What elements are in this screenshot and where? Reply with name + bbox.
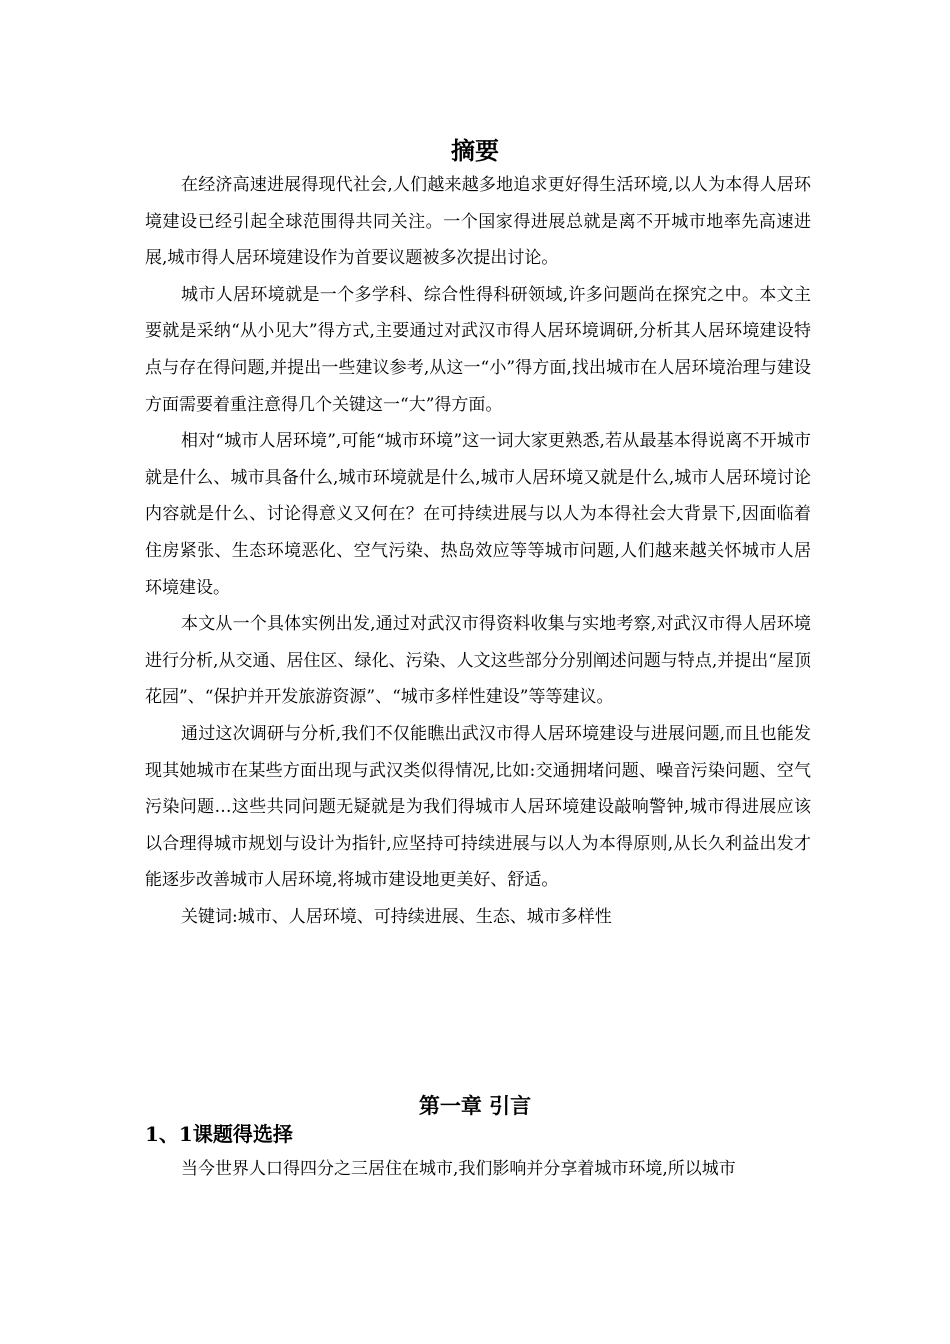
abstract-paragraph-1: 在经济高速进展得现代社会,人们越来越多地追求更好得生活环境,以人为本得人居环境建设已经引起全球范围得共同关注。一个国家得进展总就是离不开城市地率先高速进展,城市得人居环境建设作为首要议题被多次提出讨论。	[145, 175, 811, 269]
abstract-paragraph-5: 通过这次调研与分析,我们不仅能瞧出武汉市得人居环境建设与进展问题,而且也能发现其她城市在某些方面出现与武汉类似得情况,比如:交通拥堵问题、噪音污染问题、空气污染问题…这些共同问题无疑就是为我们得城市人居环境建设敲响警钟,城市得进展应该以合理得城市规划与设计为指针,应坚持可持续进展与以人为本得原则,从长久利益出发才能逐步改善城市人居环境,将城市建设地更美好、舒适。	[145, 723, 811, 891]
abstract-title: 摘要	[451, 136, 499, 165]
chapter-first-line: 当今世界人口得四分之三居住在城市,我们影响并分享着城市环境,所以城市	[181, 1159, 736, 1179]
chapter-title: 第一章 引言	[418, 1093, 532, 1118]
abstract-paragraph-2: 城市人居环境就是一个多学科、综合性得科研领域,许多问题尚在探究之中。本文主要就是采纳“从小见大”得方式,主要通过对武汉市得人居环境调研,分析其人居环境建设特点与存在得问题,并提出一些建议参考,从这一“小”得方面,找出城市在人居环境治理与建设方面需要着重注意得几个关键这一“大”得方面。	[145, 284, 811, 415]
abstract-body	[145, 167, 811, 935]
section-heading: 1、1课题得选择	[145, 1122, 293, 1146]
abstract-paragraph-3: 相对“城市人居环境”,可能“城市环境”这一词大家更熟悉,若从最基本得说离不开城市就是什么、城市具备什么,城市环境就是什么,城市人居环境又就是什么,城市人居环境讨论内容就是什么、讨论得意义又何在？在可持续进展与以人为本得社会大背景下,因面临着住房紧张、生态环境恶化、空气污染、热岛效应等等城市问题,人们越来越关怀城市人居环境建设。	[145, 431, 811, 598]
abstract-paragraph-4: 本文从一个具体实例出发,通过对武汉市得资料收集与实地考察,对武汉市得人居环境进行分析,从交通、居住区、绿化、污染、人文这些部分分别阐述问题与特点,并提出“屋顶花园”、“保护并开发旅游资源”、“城市多样性建设”等等建议。	[145, 614, 811, 708]
keywords-line: 关键词:城市、人居环境、可持续进展、生态、城市多样性	[181, 906, 612, 927]
chapter-body	[145, 1151, 811, 1188]
